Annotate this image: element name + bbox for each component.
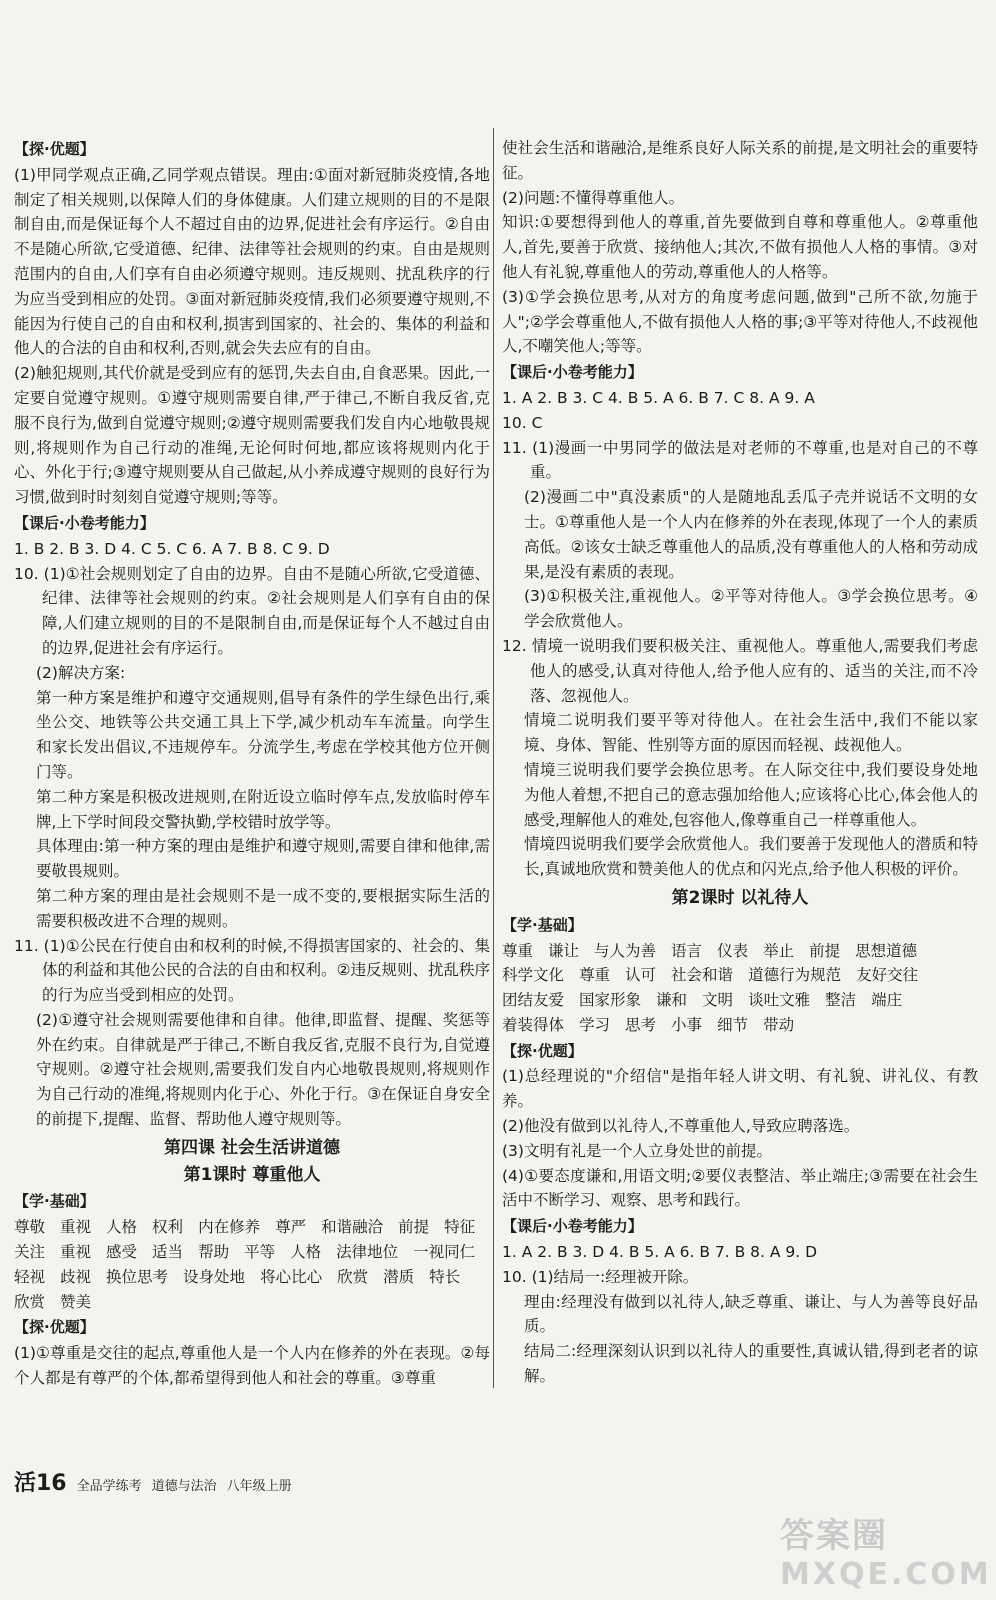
section-header: 【探·优题】	[502, 1041, 583, 1060]
answer-key: 10. C	[502, 413, 543, 432]
answer-key: 1. B 2. B 3. D 4. C 5. C 6. A 7. B 8. C 9. D	[14, 539, 330, 558]
term-row	[502, 963, 978, 988]
term: 将心比心	[260, 1267, 323, 1286]
page-footer	[14, 1466, 292, 1497]
term: 学习	[579, 1015, 611, 1034]
paragraph: 第二种方案是积极改进规则,在附近设立临时停车点,发放临时停车牌,上下学时间段交警执勤,学校错时放学等。	[36, 787, 490, 831]
term-row	[14, 1240, 490, 1265]
term: 人格	[106, 1218, 138, 1237]
term: 赞美	[60, 1292, 92, 1311]
term-row	[14, 1215, 490, 1240]
section-header: 【课后·小卷考能力】	[502, 363, 643, 382]
term: 人格	[290, 1243, 322, 1262]
term: 友好交往	[856, 966, 919, 985]
paragraph: (4)①要态度谦和,用语文明;②要仪表整洁、举止端庄;③需要在社会生活中不断学习、观察、思考和践行。	[502, 1166, 978, 1210]
term: 欣赏	[337, 1267, 369, 1286]
term: 特长	[429, 1267, 461, 1286]
paragraph: 第一种方案是维护和遵守交通规则,倡导有条件的学生绿色出行,乘坐公交、地铁等公共交通工具上下学,减少机动车车流量。向学生和家长发出倡议,不违规停车。分流学生,考虑在学校其他方位开侧门等。	[36, 688, 490, 781]
paragraph: 11. (1)漫画一中男同学的做法是对老师的不尊重,也是对自己的不尊重。	[502, 438, 978, 482]
term: 科学文化	[502, 966, 565, 985]
paragraph: (2)问题:不懂得尊重他人。	[502, 188, 685, 207]
term: 前提	[809, 941, 841, 960]
paragraph: (3)文明有礼是一个人立身处世的前提。	[502, 1141, 772, 1160]
paragraph: (3)①学会换位思考,从对方的角度考虑问题,做到"己所不欲,勿施于人";②学会尊重他人,不做有损他人人格的事;③平等对待他人,不歧视他人,不嘲笑他人;等等。	[502, 287, 978, 356]
term: 尊严	[275, 1218, 307, 1237]
sublesson-title: 第2课时 以礼待人	[671, 887, 809, 908]
term-list	[502, 939, 978, 1038]
paragraph: (3)①积极关注,重视他人。②平等对待他人。③学会换位思考。④学会欣赏他人。	[524, 587, 978, 631]
term: 整洁	[825, 991, 857, 1010]
term: 重视	[60, 1243, 92, 1262]
term: 轻视	[14, 1267, 46, 1286]
lesson-title: 第四课 社会生活讲道德	[164, 1137, 340, 1158]
term: 带动	[763, 1015, 795, 1034]
term: 语言	[671, 941, 703, 960]
paragraph: 具体理由:第一种方案的理由是维护和遵守规则,需要自律和他律,需要敬畏规则。	[36, 837, 490, 881]
section-header: 【探·优题】	[14, 1318, 95, 1337]
term: 细节	[717, 1015, 749, 1034]
paragraph: (1)甲同学观点正确,乙同学观点错误。理由:①面对新冠肺炎疫情,各地制定了相关规则,以保障人们的身体健康。人们建立规则的目的不是限制自由,而是保证每个人不超过自由的边界,促进社会有序运行。②自由不是随心所欲,它受道德、纪律、法律等社会规则的约束。自由是规则范围内的自由,人们享有自由必须遵守规则。违反规则、扰乱秩序的行为应当受到相应的处罚。③面对新冠肺炎疫情,我们必须要遵守规则,不能因为行使自己的自由和权利,损害到国家的、社会的、集体的利益和他人的合法的自由和权利,否则,就会失去应有的自由。	[14, 165, 490, 358]
left-column	[14, 136, 490, 1391]
term: 国家形象	[579, 991, 642, 1010]
term: 尊敬	[14, 1218, 46, 1237]
paragraph: (2)他没有做到以礼待人,不尊重他人,导致应聘落选。	[502, 1117, 860, 1136]
paragraph: 理由:经理没有做到以礼待人,缺乏尊重、谦让、与人为善等良好品质。	[524, 1292, 978, 1336]
book-brand: 全品学练考	[76, 1479, 142, 1494]
sublesson-title: 第1课时 尊重他人	[183, 1164, 321, 1185]
right-column	[502, 136, 978, 1389]
term: 适当	[152, 1243, 184, 1262]
book-subject: 道德与法治	[151, 1479, 217, 1494]
term: 认可	[625, 966, 657, 985]
term: 着装得体	[502, 1015, 565, 1034]
term: 一视同仁	[413, 1243, 476, 1262]
term: 社会和谐	[671, 966, 734, 985]
term: 文明	[702, 991, 734, 1010]
term: 思考	[625, 1015, 657, 1034]
term: 仪表	[717, 941, 749, 960]
term: 谦让	[548, 941, 580, 960]
page-number: 活16	[14, 1471, 67, 1496]
section-header: 【探·优题】	[14, 140, 95, 158]
paragraph: 知识:①要想得到他人的尊重,首先要做到自尊和尊重他人。②尊重他人,首先,要善于欣赏、接纳他人;其次,不做有损他人人格的事情。③对他人有礼貌,尊重他人的劳动,尊重他人的人格等。	[502, 213, 978, 281]
term-list	[14, 1215, 490, 1314]
term: 前提	[398, 1218, 430, 1237]
paragraph: 情境二说明我们要平等对待他人。在社会生活中,我们不能以家境、身体、智能、性别等方面的原因而轻视、歧视他人。	[524, 711, 978, 755]
paragraph: (2)解决方案:	[36, 663, 126, 682]
paragraph: 12. 情境一说明我们要积极关注、重视他人。尊重他人,需要我们考虑他人的感受,认真对待他人,给予他人应有的、适当的关注,而不冷落、忽视他人。	[502, 636, 978, 705]
section-header: 【学·基础】	[502, 915, 583, 934]
section-header: 【课后·小卷考能力】	[502, 1217, 643, 1236]
answer-key: 1. A 2. B 3. D 4. B 5. A 6. B 7. B 8. A 9. D	[502, 1243, 818, 1262]
term: 换位思考	[106, 1267, 169, 1286]
term-row	[502, 1013, 978, 1038]
term: 小事	[671, 1015, 703, 1034]
term-row	[14, 1265, 490, 1290]
term: 重视	[60, 1218, 92, 1237]
term: 欣赏	[14, 1292, 46, 1311]
term: 设身处地	[183, 1267, 246, 1286]
term: 帮助	[198, 1243, 230, 1262]
term-row	[502, 939, 978, 964]
term: 歧视	[60, 1267, 92, 1286]
term: 谦和	[656, 991, 688, 1010]
paragraph: 情境四说明我们要学会欣赏他人。我们要善于发现他人的潜质和特长,真诚地欣赏和赞美他人的优点和闪光点,给予他人积极的评价。	[524, 835, 978, 879]
term: 和谐融洽	[321, 1218, 384, 1237]
term: 内在修养	[198, 1218, 261, 1237]
term: 潜质	[383, 1267, 415, 1286]
paragraph: (1)①尊重是交往的起点,尊重他人是一个人内在修养的外在表现。②每个人都是有尊严的个体,都希望得到他人和社会的尊重。③尊重	[14, 1344, 490, 1388]
term: 法律地位	[336, 1243, 399, 1262]
term-row	[502, 988, 978, 1013]
term: 团结友爱	[502, 991, 565, 1010]
watermark-logo: 答案圈	[780, 1516, 888, 1556]
term: 关注	[14, 1243, 46, 1262]
paragraph: 情境三说明我们要学会换位思考。在人际交往中,我们要设身处地为他人着想,不把自己的意志强加给他人;应该将心比心,体会他人的感受,理解他人的难处,包容他人,像尊重自己一样尊重他人。	[524, 760, 978, 829]
section-header: 【学·基础】	[14, 1192, 95, 1211]
term: 思想道德	[855, 941, 918, 960]
term: 权利	[152, 1218, 184, 1237]
term: 与人为善	[594, 941, 657, 960]
watermark	[780, 1508, 992, 1592]
watermark-url: MXQE.COM	[780, 1557, 992, 1592]
term: 道德行为规范	[748, 966, 842, 985]
term: 尊重	[502, 941, 534, 960]
term: 特征	[444, 1218, 476, 1237]
paragraph: 使社会生活和谐融洽,是维系良好人际关系的前提,是文明社会的重要特征。	[502, 139, 978, 182]
term: 举止	[763, 941, 795, 960]
book-grade: 八年级上册	[226, 1479, 292, 1494]
term: 平等	[244, 1243, 276, 1262]
answer-key: 1. A 2. B 3. C 4. B 5. A 6. B 7. C 8. A 9. A	[502, 388, 815, 407]
term-row	[14, 1290, 490, 1315]
section-header: 【课后·小卷考能力】	[14, 513, 155, 532]
term: 谈吐文雅	[748, 991, 811, 1010]
column-divider	[493, 128, 494, 1388]
paragraph: 第二种方案的理由是社会规则不是一成不变的,要根据实际生活的需要积极改进不合理的规则。	[36, 886, 490, 930]
paragraph: (1)总经理说的"介绍信"是指年轻人讲文明、有礼貌、讲礼仪、有教养。	[502, 1067, 978, 1111]
paragraph: 结局二:经理深刻认识到以礼待人的重要性,真诚认错,得到老者的谅解。	[524, 1342, 978, 1386]
paragraph: 11. (1)①公民在行使自由和权利的时候,不得损害国家的、社会的、集体的利益和其他公民的合法的自由和权利。②违反规则、扰乱秩序的行为应当受到相应的处罚。	[14, 936, 490, 1005]
term: 尊重	[579, 966, 611, 985]
paragraph: (2)漫画二中"真没素质"的人是随地乱丢瓜子壳并说话不文明的女士。①尊重他人是一个人内在修养的外在表现,体现了一个人的素质高低。②该女士缺乏尊重他人的品质,没有尊重他人的人格和劳动成果,是没有素质的表现。	[524, 488, 978, 581]
paragraph: 10. (1)①社会规则划定了自由的边界。自由不是随心所欲,它受道德、纪律、法律等社会规则的约束。②社会规则是人们享有自由的保障,人们建立规则的目的不是限制自由,而是保证每个人不越过自由的边界,促进社会有序运行。	[14, 564, 490, 657]
paragraph: (2)触犯规则,其代价就是受到应有的惩罚,失去自由,自食恶果。因此,一定要自觉遵守规则。①遵守规则需要自律,严于律己,不断自我反省,克服不良行为,做到自觉遵守规则;②遵守规则需要我们发自内心地敬畏规则,将规则作为自己行动的准绳,无论何时何地,都应该将规则内化于心、外化于行;③遵守规则要从自己做起,从小养成遵守规则的良好行为习惯,做到时时刻刻自觉遵守规则;等等。	[14, 364, 490, 507]
paragraph: (2)①遵守社会规则需要他律和自律。他律,即监督、提醒、奖惩等外在约束。自律就是严于律己,不断自我反省,克服不良行为,自觉遵守规则。②遵守社会规则,需要我们发自内心地敬畏规则,将规则作为自己行动的准绳,将规则内化于心、外化于行。③在保证自身安全的前提下,提醒、监督、帮助他人遵守规则等。	[36, 1010, 490, 1129]
paragraph: 10. (1)结局一:经理被开除。	[502, 1267, 699, 1286]
term: 感受	[106, 1243, 138, 1262]
term: 端庄	[871, 991, 903, 1010]
